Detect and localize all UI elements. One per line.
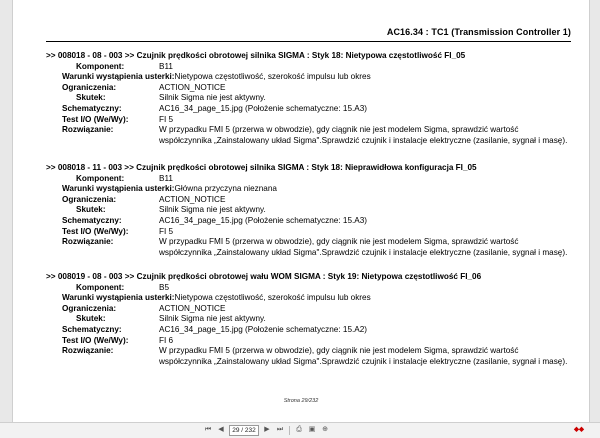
prev-page-icon[interactable]: ◀ [218, 426, 224, 433]
skutek-value: Silnik Sigma nie jest aktywny. [159, 314, 266, 324]
document-page [12, 0, 590, 422]
schematyczny-label: Schematyczny: [62, 215, 122, 225]
ograniczenia-label: Ograniczenia: [62, 82, 117, 92]
fault-section-2 [46, 163, 576, 258]
skutek-label: Skutek: [76, 314, 106, 324]
rozwiazanie-label: Rozwiązanie: [62, 237, 114, 247]
warunki-value: Nietypowa częstotliwość, szerokość impulsu lub okres [174, 293, 371, 303]
fault-section-3 [46, 272, 576, 367]
test-value: FI 6 [159, 335, 174, 345]
toolbar-separator [289, 426, 290, 435]
rozwiazanie-value: W przypadku FMI 5 (przerwa w obwodzie), gdy ciągnik nie jest modelem Sigma, sprawdzić wartość współczynnika „Zainstalowany układ Sigma".Sprawdzić czujnik i instalacje elektryczne (zasilanie, sygnał i masę). [159, 237, 568, 257]
komponent-value: B5 [159, 282, 170, 292]
ograniczenia-value: ACTION_NOTICE [159, 82, 226, 92]
test-value: FI 5 [159, 114, 174, 124]
rozwiazanie-label: Rozwiązanie: [62, 125, 114, 135]
section-title: >> 008019 - 08 - 003 >> Czujnik prędkości obrotowej wału WOM SIGMA : Styk 19: Nietypowa częstotliwość FI_06 [46, 272, 482, 281]
warunki-label: Warunki wystąpienia usterki: [62, 293, 175, 303]
rozwiazanie-value: W przypadku FMI 5 (przerwa w obwodzie), gdy ciągnik nie jest modelem Sigma, sprawdzić wartość współczynnika „Zainstalowany układ Sigma".Sprawdzić czujnik i instalacje elektryczne (zasilanie, sygnał i masę). [159, 125, 568, 145]
schematyczny-label: Schematyczny: [62, 103, 122, 113]
page-header-title: AC16.34 : TC1 (Transmission Controller 1) [386, 27, 571, 37]
page-footer: Strona 29/232 [283, 398, 319, 404]
schematyczny-value: AC16_34_page_15.jpg (Położenie schematyczne: 15.A3) [159, 103, 368, 113]
ograniczenia-value: ACTION_NOTICE [159, 194, 226, 204]
ograniczenia-label: Ograniczenia: [62, 194, 117, 204]
save-icon[interactable]: ▣ [308, 426, 316, 433]
warunki-label: Warunki wystąpienia usterki: [62, 184, 175, 194]
acrobat-logo-icon: ◆◆ [574, 426, 584, 433]
test-label: Test I/O (We/Wy): [62, 114, 129, 124]
komponent-value: B11 [159, 61, 173, 71]
ograniczenia-label: Ograniczenia: [62, 303, 117, 313]
skutek-value: Silnik Sigma nie jest aktywny. [159, 93, 266, 103]
ograniczenia-value: ACTION_NOTICE [159, 303, 226, 313]
header-rule [46, 41, 571, 42]
skutek-label: Skutek: [76, 205, 106, 215]
print-icon[interactable]: ⎙ [296, 426, 302, 433]
first-page-icon[interactable]: ⏮ [204, 426, 212, 433]
next-page-icon[interactable]: ▶ [264, 426, 270, 433]
schematyczny-value: AC16_34_page_15.jpg (Położenie schematyczne: 15.A2) [159, 324, 368, 334]
warunki-value: Nietypowa częstotliwość, szerokość impulsu lub okres [174, 72, 371, 82]
skutek-label: Skutek: [76, 93, 106, 103]
rozwiazanie-value: W przypadku FMI 5 (przerwa w obwodzie), gdy ciągnik nie jest modelem Sigma, sprawdzić wartość współczynnika „Zainstalowany układ Sigma".Sprawdzić czujnik i instalacje elektryczne (zasilanie, sygnał i masę). [159, 346, 568, 366]
rozwiazanie-label: Rozwiązanie: [62, 346, 114, 356]
warunki-value: Główna przyczyna nieznana [174, 184, 277, 194]
komponent-label: Komponent: [76, 61, 125, 71]
pdf-toolbar [0, 422, 600, 438]
last-page-icon[interactable]: ⏭ [276, 426, 284, 433]
komponent-value: B11 [159, 173, 173, 183]
komponent-label: Komponent: [76, 282, 125, 292]
test-value: FI 5 [159, 226, 174, 236]
schematyczny-value: AC16_34_page_15.jpg (Położenie schematyczne: 15.A3) [159, 215, 368, 225]
komponent-label: Komponent: [76, 173, 125, 183]
section-title: >> 008018 - 11 - 003 >> Czujnik prędkości obrotowej silnika SIGMA : Styk 18: Nieprawidłowa konfiguracja FI_05 [46, 163, 477, 172]
fault-section-1 [46, 51, 576, 146]
skutek-value: Silnik Sigma nie jest aktywny. [159, 205, 266, 215]
test-label: Test I/O (We/Wy): [62, 335, 129, 345]
section-title: >> 008018 - 08 - 003 >> Czujnik prędkości obrotowej silnika SIGMA : Styk 18: Nietypowa częstotliwość FI_05 [46, 51, 466, 60]
zoom-icon[interactable]: ⊕ [322, 426, 328, 433]
warunki-label: Warunki wystąpienia usterki: [62, 72, 175, 82]
schematyczny-label: Schematyczny: [62, 324, 122, 334]
page-number-input[interactable]: 29 / 232 [229, 425, 259, 436]
test-label: Test I/O (We/Wy): [62, 226, 129, 236]
